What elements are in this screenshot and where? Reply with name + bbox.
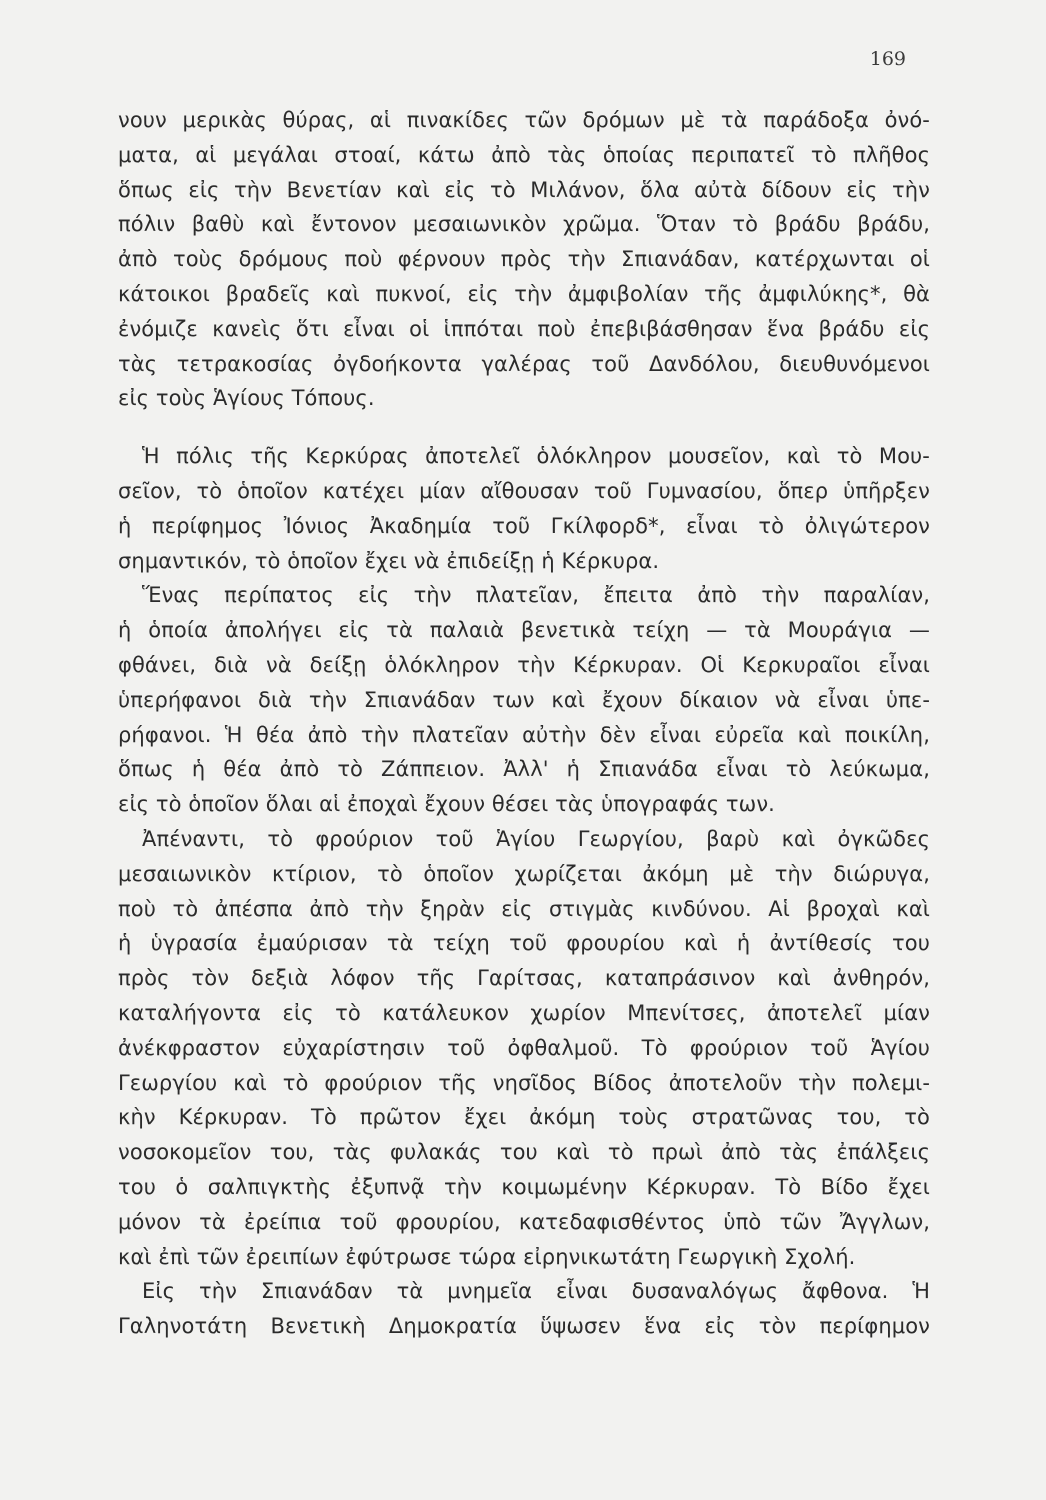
text-line: μεσαιωνικὸν κτίριον, τὸ ὁποῖον χωρίζεται ἀκόμη μὲ τὴν διώρυγα, [118, 861, 930, 886]
text-line: μόνον τὰ ἐρείπια τοῦ φρουρίου, κατεδαφισθέντος ὑπὸ τῶν Ἄγγλων, [118, 1209, 930, 1234]
text-line: καὶ ἐπὶ τῶν ἐρειπίων ἐφύτρωσε τώρα εἰρηνικωτάτη Γεωργικὴ Σχολή. [118, 1244, 856, 1269]
text-line: Ἡ πόλις τῆς Κερκύρας ἀποτελεῖ ὁλόκληρον μουσεῖον, καὶ τὸ Μου- [142, 444, 930, 469]
text-line: πόλιν βαθὺ καὶ ἔντονον μεσαιωνικὸν χρῶμα. Ὅταν τὸ βράδυ βράδυ, [118, 212, 930, 237]
text-line: κὴν Κέρκυραν. Τὸ πρῶτον ἔχει ἀκόμη τοὺς στρατῶνας του, τὸ [118, 1105, 930, 1130]
text-line: εἰς τοὺς Ἁγίους Τόπους. [118, 386, 375, 411]
paragraph [118, 1274, 930, 1344]
text-line: ἡ περίφημος Ἰόνιος Ἀκαδημία τοῦ Γκίλφορδ*, εἶναι τὸ ὀλιγώτερον [118, 513, 930, 538]
text-line: ματα, αἱ μεγάλαι στοαί, κάτω ἀπὸ τὰς ὁποίας περιπατεῖ τὸ πλῆθος [118, 142, 930, 167]
text-line: ἡ ὑγρασία ἐμαύρισαν τὰ τείχη τοῦ φρουρίου καὶ ἡ ἀντίθεσίς του [118, 931, 930, 956]
text-line: εἰς τὸ ὁποῖον ὅλαι αἱ ἐποχαὶ ἔχουν θέσει τὰς ὑπογραφάς των. [118, 792, 775, 817]
text-line: Ἕνας περίπατος εἰς τὴν πλατεῖαν, ἔπειτα ἀπὸ τὴν παραλίαν, [142, 583, 930, 608]
text-line: ὅπως ἡ θέα ἀπὸ τὸ Ζάππειον. Ἀλλ' ἡ Σπιανάδα εἶναι τὸ λεύκωμα, [118, 757, 930, 782]
text-line: νοσοκομεῖον του, τὰς φυλακάς του καὶ τὸ πρωὶ ἀπὸ τὰς ἐπάλξεις [118, 1140, 930, 1165]
text-line: Γαληνοτάτη Βενετικὴ Δημοκρατία ὕψωσεν ἕνα εἰς τὸν περίφημον [118, 1314, 930, 1339]
text-line: σεῖον, τὸ ὁποῖον κατέχει μίαν αἴθουσαν τοῦ Γυμνασίου, ὅπερ ὑπῆρξεν [118, 478, 930, 503]
text-line: ποὺ τὸ ἀπέσπα ἀπὸ τὴν ξηρὰν εἰς στιγμὰς κινδύνου. Αἱ βροχαὶ καὶ [118, 896, 930, 921]
text-line: φθάνει, διὰ νὰ δείξῃ ὁλόκληρον τὴν Κέρκυραν. Οἱ Κερκυραῖοι εἶναι [118, 652, 930, 677]
text-line: κάτοικοι βραδεῖς καὶ πυκνοί, εἰς τὴν ἀμφιβολίαν τῆς ἀμφιλύκης*, θὰ [118, 281, 930, 306]
text-line: ὅπως εἰς τὴν Βενετίαν καὶ εἰς τὸ Μιλάνον, ὅλα αὐτὰ δίδουν εἰς τὴν [118, 177, 930, 202]
paragraph [118, 103, 930, 416]
text-line: πρὸς τὸν δεξιὰ λόφον τῆς Γαρίτσας, καταπράσινον καὶ ἀνθηρόν, [118, 966, 930, 991]
text-line: καταλήγοντα εἰς τὸ κατάλευκον χωρίον Μπενίτσες, ἀποτελεῖ μίαν [118, 1000, 930, 1025]
page-number: 169 [869, 48, 906, 70]
text-line: Εἰς τὴν Σπιανάδαν τὰ μνημεῖα εἶναι δυσαναλόγως ἄφθονα. Ἡ [142, 1279, 930, 1304]
text-line: ἡ ὁποία ἀπολήγει εἰς τὰ παλαιὰ βενετικὰ τείχη — τὰ Μουράγια — [118, 618, 930, 643]
paragraph [118, 439, 930, 578]
text-line: του ὁ σαλπιγκτὴς ἐξυπνᾷ τὴν κοιμωμένην Κέρκυραν. Τὸ Βίδο ἔχει [118, 1174, 930, 1199]
text-line: σημαντικόν, τὸ ὁποῖον ἔχει νὰ ἐπιδείξῃ ἡ Κέρκυρα. [118, 548, 660, 573]
paragraph [118, 578, 930, 822]
text-line: ρήφανοι. Ἡ θέα ἀπὸ τὴν πλατεῖαν αὐτὴν δὲν εἶναι εὐρεῖα καὶ ποικίλη, [118, 722, 930, 747]
text-line: ἀπὸ τοὺς δρόμους ποὺ φέρνουν πρὸς τὴν Σπιανάδαν, κατέρχωνται οἱ [118, 247, 930, 272]
text-line: Ἀπέναντι, τὸ φρούριον τοῦ Ἁγίου Γεωργίου, βαρὺ καὶ ὀγκῶδες [142, 826, 930, 851]
text-line: τὰς τετρακοσίας ὀγδοήκοντα γαλέρας τοῦ Δανδόλου, διευθυνόμενοι [118, 351, 930, 376]
paragraph [118, 822, 930, 1274]
text-line: νουν μερικὰς θύρας, αἱ πινακίδες τῶν δρόμων μὲ τὰ παράδοξα ὀνό- [118, 108, 930, 132]
body-text [118, 103, 930, 1344]
text-line: ἀνέκφραστον εὐχαρίστησιν τοῦ ὀφθαλμοῦ. Τὸ φρούριον τοῦ Ἁγίου [118, 1035, 930, 1060]
text-line: Γεωργίου καὶ τὸ φρούριον τῆς νησῖδος Βίδος ἀποτελοῦν τὴν πολεμι- [118, 1070, 930, 1095]
text-line: ἐνόμιζε κανεὶς ὅτι εἶναι οἱ ἱππόται ποὺ ἐπεβιβάσθησαν ἕνα βράδυ εἰς [118, 316, 930, 341]
text-line: ὑπερήφανοι διὰ τὴν Σπιανάδαν των καὶ ἔχουν δίκαιον νὰ εἶναι ὑπε- [118, 687, 930, 712]
